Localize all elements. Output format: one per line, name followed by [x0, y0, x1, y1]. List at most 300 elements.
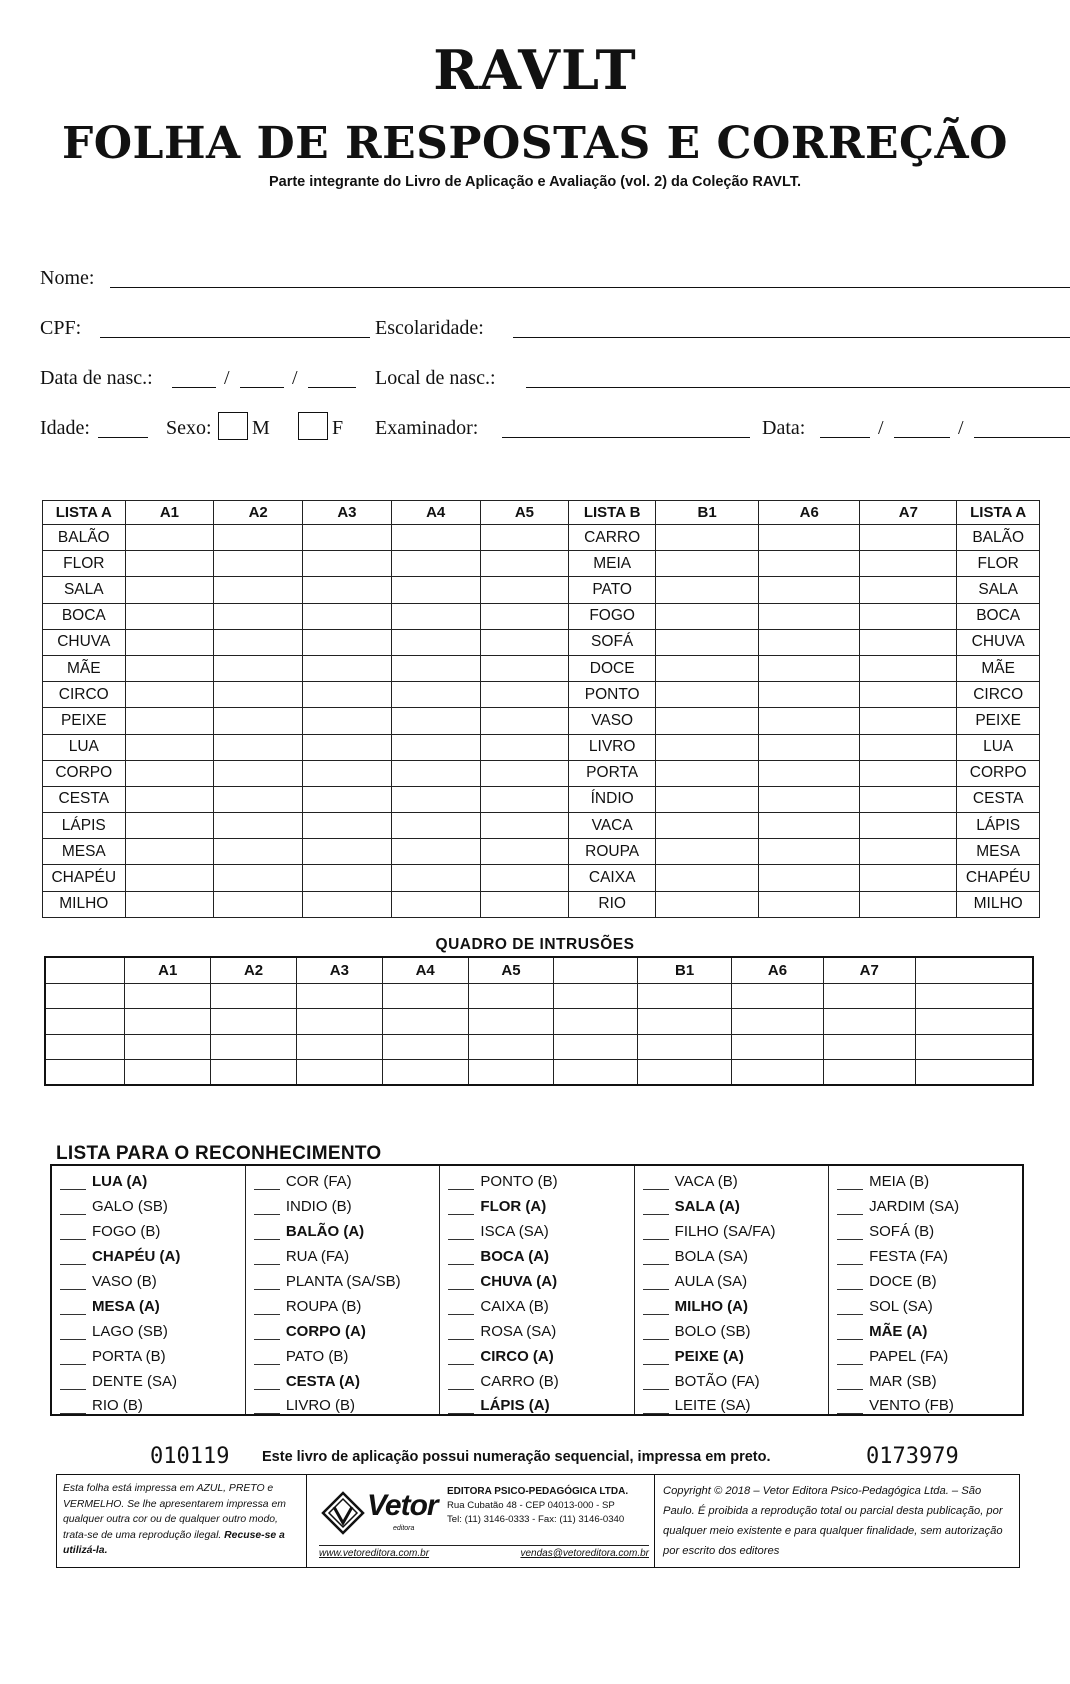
response-cell[interactable]	[480, 760, 569, 786]
lista-a-word: FLOR	[43, 551, 126, 577]
response-cell[interactable]	[391, 603, 480, 629]
intrusion-cell[interactable]	[382, 1009, 468, 1035]
response-cell[interactable]	[480, 655, 569, 681]
response-cell[interactable]	[480, 891, 569, 917]
recognition-item	[440, 1390, 634, 1415]
recognition-answer-blank[interactable]	[60, 1314, 86, 1315]
response-cell[interactable]	[860, 603, 957, 629]
recognition-answer-blank[interactable]	[643, 1189, 669, 1190]
intrusion-cell[interactable]	[732, 983, 824, 1009]
response-cell[interactable]	[759, 655, 860, 681]
intrusion-cell[interactable]	[554, 1060, 638, 1086]
recognition-item	[51, 1315, 245, 1340]
intrusion-cell[interactable]	[823, 1009, 915, 1035]
response-cell[interactable]	[125, 577, 214, 603]
recognition-word: MILHO (A)	[674, 1298, 748, 1315]
intrusion-cell[interactable]	[45, 1060, 125, 1086]
response-cell[interactable]	[303, 655, 392, 681]
recognition-answer-blank[interactable]	[643, 1314, 669, 1315]
intrusion-cell[interactable]	[823, 1060, 915, 1086]
recognition-answer-blank[interactable]	[643, 1239, 669, 1240]
recognition-answer-blank[interactable]	[837, 1413, 863, 1414]
recognition-answer-blank[interactable]	[837, 1214, 863, 1215]
recognition-answer-blank[interactable]	[254, 1189, 280, 1190]
lista-a-word: CORPO	[43, 760, 126, 786]
response-cell[interactable]	[759, 708, 860, 734]
recall-row	[43, 551, 1040, 577]
response-cell[interactable]	[656, 629, 759, 655]
response-cell[interactable]	[303, 682, 392, 708]
response-cell[interactable]	[303, 603, 392, 629]
recognition-word: RUA (FA)	[285, 1248, 350, 1265]
response-cell[interactable]	[214, 551, 303, 577]
intrusion-cell[interactable]	[468, 983, 554, 1009]
response-cell[interactable]	[214, 525, 303, 551]
recognition-item	[634, 1315, 828, 1340]
recognition-row	[51, 1315, 1023, 1340]
response-cell[interactable]	[125, 786, 214, 812]
recognition-item	[51, 1165, 245, 1190]
response-cell[interactable]	[759, 865, 860, 891]
recognition-word: ISCA (SA)	[480, 1223, 549, 1240]
intrusion-cell[interactable]	[638, 1060, 732, 1086]
response-cell[interactable]	[391, 655, 480, 681]
recognition-row	[51, 1290, 1023, 1315]
date-separator: /	[224, 367, 230, 389]
response-cell[interactable]	[480, 682, 569, 708]
email-link[interactable]: vendas@vetoreditora.com.br	[520, 1548, 649, 1559]
intrusion-cell[interactable]	[296, 1034, 382, 1060]
response-cell[interactable]	[303, 551, 392, 577]
intrusion-cell[interactable]	[296, 1060, 382, 1086]
recognition-table	[50, 1164, 1024, 1416]
recognition-item	[51, 1290, 245, 1315]
response-cell[interactable]	[656, 525, 759, 551]
recognition-answer-blank[interactable]	[448, 1239, 474, 1240]
recognition-answer-blank[interactable]	[837, 1389, 863, 1390]
recognition-item	[634, 1390, 828, 1415]
response-cell[interactable]	[480, 577, 569, 603]
intrusion-cell[interactable]	[211, 1009, 297, 1035]
recall-row	[43, 708, 1040, 734]
intrusion-cell[interactable]	[468, 1034, 554, 1060]
response-cell[interactable]	[860, 734, 957, 760]
response-cell[interactable]	[480, 551, 569, 577]
sexo-f-label: F	[332, 417, 344, 439]
response-cell[interactable]	[125, 839, 214, 865]
recognition-word: BOLA (SA)	[674, 1248, 749, 1265]
intrusions-header-cell	[45, 957, 125, 983]
intrusion-cell[interactable]	[125, 983, 211, 1009]
recognition-answer-blank[interactable]	[643, 1214, 669, 1215]
recognition-answer-blank[interactable]	[60, 1214, 86, 1215]
intrusions-row	[45, 1009, 1033, 1035]
recognition-answer-blank[interactable]	[254, 1364, 280, 1365]
recognition-answer-blank[interactable]	[643, 1364, 669, 1365]
response-cell[interactable]	[480, 629, 569, 655]
response-cell[interactable]	[391, 551, 480, 577]
response-cell[interactable]	[125, 655, 214, 681]
response-cell[interactable]	[759, 734, 860, 760]
recognition-row	[51, 1190, 1023, 1215]
recognition-answer-blank[interactable]	[837, 1289, 863, 1290]
data-nasc-day-field[interactable]	[172, 387, 216, 388]
form-row-nome	[40, 262, 1040, 292]
recognition-item	[634, 1340, 828, 1365]
response-cell[interactable]	[759, 813, 860, 839]
local-nasc-field[interactable]	[526, 387, 1070, 388]
response-cell[interactable]	[214, 734, 303, 760]
recognition-answer-blank[interactable]	[643, 1413, 669, 1414]
response-cell[interactable]	[303, 577, 392, 603]
response-cell[interactable]	[303, 629, 392, 655]
response-cell[interactable]	[391, 891, 480, 917]
response-cell[interactable]	[656, 839, 759, 865]
response-cell[interactable]	[125, 551, 214, 577]
response-cell[interactable]	[125, 629, 214, 655]
recognition-answer-blank[interactable]	[60, 1339, 86, 1340]
recognition-item	[51, 1390, 245, 1415]
intrusion-cell[interactable]	[638, 983, 732, 1009]
intrusion-cell[interactable]	[45, 1009, 125, 1035]
response-cell[interactable]	[480, 813, 569, 839]
recognition-answer-blank[interactable]	[837, 1314, 863, 1315]
sequential-note: Este livro de aplicação possui numeração sequencial, impressa em preto.	[262, 1449, 771, 1465]
intrusion-cell[interactable]	[638, 1009, 732, 1035]
response-cell[interactable]	[391, 813, 480, 839]
intrusion-cell[interactable]	[45, 983, 125, 1009]
recognition-item	[440, 1165, 634, 1190]
response-cell[interactable]	[303, 813, 392, 839]
recognition-item	[440, 1215, 634, 1240]
response-cell[interactable]	[759, 760, 860, 786]
recognition-answer-blank[interactable]	[643, 1339, 669, 1340]
response-cell[interactable]	[656, 577, 759, 603]
response-cell[interactable]	[391, 865, 480, 891]
recognition-answer-blank[interactable]	[60, 1189, 86, 1190]
recognition-answer-blank[interactable]	[448, 1264, 474, 1265]
intrusion-cell[interactable]	[468, 1009, 554, 1035]
recognition-word: CESTA (A)	[285, 1373, 360, 1390]
response-cell[interactable]	[759, 629, 860, 655]
response-cell[interactable]	[860, 891, 957, 917]
intrusion-cell[interactable]	[915, 1034, 1033, 1060]
response-cell[interactable]	[860, 865, 957, 891]
lista-a-word: LÁPIS	[957, 813, 1040, 839]
recognition-answer-blank[interactable]	[60, 1364, 86, 1365]
response-cell[interactable]	[480, 734, 569, 760]
response-cell[interactable]	[391, 525, 480, 551]
recognition-answer-blank[interactable]	[254, 1339, 280, 1340]
recognition-answer-blank[interactable]	[448, 1189, 474, 1190]
response-cell[interactable]	[759, 577, 860, 603]
recognition-word: LIVRO (B)	[285, 1397, 356, 1414]
response-cell[interactable]	[125, 603, 214, 629]
response-cell[interactable]	[480, 525, 569, 551]
response-cell[interactable]	[759, 525, 860, 551]
sexo-f-checkbox[interactable]	[298, 412, 328, 440]
response-cell[interactable]	[214, 655, 303, 681]
response-cell[interactable]	[391, 760, 480, 786]
response-cell[interactable]	[480, 839, 569, 865]
escolaridade-field[interactable]	[513, 337, 1070, 338]
lista-b-word: RIO	[569, 891, 656, 917]
response-cell[interactable]	[391, 629, 480, 655]
response-cell[interactable]	[860, 708, 957, 734]
response-cell[interactable]	[214, 891, 303, 917]
recall-row	[43, 734, 1040, 760]
response-cell[interactable]	[214, 813, 303, 839]
intrusion-cell[interactable]	[554, 1009, 638, 1035]
intrusion-cell[interactable]	[125, 1009, 211, 1035]
recognition-answer-blank[interactable]	[448, 1413, 474, 1414]
recognition-item	[829, 1290, 1023, 1315]
recognition-answer-blank[interactable]	[254, 1389, 280, 1390]
intrusion-cell[interactable]	[823, 1034, 915, 1060]
response-cell[interactable]	[759, 891, 860, 917]
recognition-answer-blank[interactable]	[643, 1264, 669, 1265]
response-cell[interactable]	[759, 839, 860, 865]
lista-a-word: BALÃO	[43, 525, 126, 551]
intrusion-cell[interactable]	[468, 1060, 554, 1086]
response-cell[interactable]	[480, 786, 569, 812]
recognition-answer-blank[interactable]	[60, 1239, 86, 1240]
response-cell[interactable]	[303, 734, 392, 760]
recall-row	[43, 891, 1040, 917]
response-cell[interactable]	[860, 577, 957, 603]
recognition-word: JARDIM (SA)	[869, 1198, 960, 1215]
response-cell[interactable]	[303, 708, 392, 734]
data-nasc-month-field[interactable]	[240, 387, 284, 388]
data-year-field[interactable]	[974, 437, 1070, 438]
response-cell[interactable]	[303, 525, 392, 551]
response-cell[interactable]	[214, 629, 303, 655]
recognition-answer-blank[interactable]	[448, 1339, 474, 1340]
recognition-answer-blank[interactable]	[837, 1364, 863, 1365]
intrusion-cell[interactable]	[638, 1034, 732, 1060]
recognition-word: LEITE (SA)	[674, 1397, 751, 1414]
response-cell[interactable]	[860, 551, 957, 577]
recognition-answer-blank[interactable]	[448, 1289, 474, 1290]
idade-field[interactable]	[98, 437, 148, 438]
response-cell[interactable]	[656, 655, 759, 681]
response-cell[interactable]	[860, 786, 957, 812]
recognition-answer-blank[interactable]	[254, 1264, 280, 1265]
recognition-answer-blank[interactable]	[837, 1189, 863, 1190]
response-cell[interactable]	[656, 813, 759, 839]
intrusions-header-cell: A7	[823, 957, 915, 983]
intrusion-cell[interactable]	[915, 983, 1033, 1009]
response-cell[interactable]	[125, 708, 214, 734]
response-cell[interactable]	[125, 813, 214, 839]
date-separator: /	[292, 367, 298, 389]
recognition-answer-blank[interactable]	[254, 1413, 280, 1414]
intrusion-cell[interactable]	[382, 983, 468, 1009]
response-cell[interactable]	[303, 760, 392, 786]
cpf-field[interactable]	[100, 337, 370, 338]
recognition-answer-blank[interactable]	[837, 1239, 863, 1240]
response-cell[interactable]	[480, 708, 569, 734]
recognition-word: CIRCO (A)	[480, 1348, 554, 1365]
lista-a-word: MÃE	[957, 655, 1040, 681]
response-cell[interactable]	[125, 682, 214, 708]
response-cell[interactable]	[391, 786, 480, 812]
response-cell[interactable]	[391, 682, 480, 708]
response-cell[interactable]	[214, 577, 303, 603]
response-cell[interactable]	[480, 865, 569, 891]
response-cell[interactable]	[656, 786, 759, 812]
recognition-item	[634, 1290, 828, 1315]
response-cell[interactable]	[656, 682, 759, 708]
response-cell[interactable]	[214, 839, 303, 865]
response-cell[interactable]	[214, 682, 303, 708]
recognition-answer-blank[interactable]	[448, 1214, 474, 1215]
response-cell[interactable]	[303, 839, 392, 865]
recognition-answer-blank[interactable]	[60, 1289, 86, 1290]
recognition-word: MEIA (B)	[869, 1173, 930, 1190]
response-cell[interactable]	[860, 655, 957, 681]
recognition-answer-blank[interactable]	[60, 1264, 86, 1265]
response-cell[interactable]	[214, 708, 303, 734]
lista-a-word: MESA	[957, 839, 1040, 865]
response-cell[interactable]	[656, 603, 759, 629]
response-cell[interactable]	[303, 865, 392, 891]
intrusion-cell[interactable]	[296, 983, 382, 1009]
response-cell[interactable]	[759, 682, 860, 708]
response-cell[interactable]	[759, 551, 860, 577]
recognition-answer-blank[interactable]	[643, 1289, 669, 1290]
intrusion-cell[interactable]	[382, 1060, 468, 1086]
warning-text: Esta folha está impressa em AZUL, PRETO e VERMELHO. Se lhe apresentarem impressa em qualquer outra cor ou de qualquer outro modo, trata-se de uma reprodução ilegal.	[63, 1483, 286, 1541]
examinador-field[interactable]	[502, 437, 750, 438]
response-cell[interactable]	[860, 839, 957, 865]
recognition-answer-blank[interactable]	[837, 1264, 863, 1265]
response-cell[interactable]	[214, 603, 303, 629]
intrusion-cell[interactable]	[732, 1060, 824, 1086]
sexo-m-checkbox[interactable]	[218, 412, 248, 440]
data-day-field[interactable]	[820, 437, 870, 438]
intrusion-cell[interactable]	[915, 1009, 1033, 1035]
intrusion-cell[interactable]	[823, 983, 915, 1009]
response-cell[interactable]	[125, 734, 214, 760]
intrusion-cell[interactable]	[554, 1034, 638, 1060]
recognition-word: ROSA (SA)	[480, 1323, 557, 1340]
response-cell[interactable]	[214, 865, 303, 891]
recognition-answer-blank[interactable]	[254, 1314, 280, 1315]
recognition-word: FESTA (FA)	[869, 1248, 949, 1265]
response-cell[interactable]	[480, 603, 569, 629]
footer-copyright: Copyright © 2018 – Vetor Editora Psico-Pedagógica Ltda. – São Paulo. É proibida a reprodução total ou parcial desta publicação, por qualquer meio existente e para qualquer finalidade, sem autorização por escrito dos editores	[663, 1485, 1003, 1557]
recognition-answer-blank[interactable]	[254, 1214, 280, 1215]
recognition-answer-blank[interactable]	[448, 1314, 474, 1315]
response-cell[interactable]	[391, 708, 480, 734]
response-cell[interactable]	[391, 734, 480, 760]
recognition-word: PONTO (B)	[480, 1173, 558, 1190]
recognition-item	[245, 1215, 440, 1240]
recognition-item	[245, 1165, 440, 1190]
response-cell[interactable]	[303, 786, 392, 812]
serial-number-left: 010119	[150, 1444, 230, 1469]
intrusion-cell[interactable]	[554, 983, 638, 1009]
response-cell[interactable]	[125, 891, 214, 917]
recognition-item	[245, 1340, 440, 1365]
recognition-answer-blank[interactable]	[643, 1389, 669, 1390]
recognition-answer-blank[interactable]	[60, 1413, 86, 1414]
recognition-item	[440, 1190, 634, 1215]
recall-row	[43, 839, 1040, 865]
intrusion-cell[interactable]	[732, 1009, 824, 1035]
intrusion-cell[interactable]	[211, 1034, 297, 1060]
response-cell[interactable]	[214, 760, 303, 786]
footer-publisher	[307, 1475, 655, 1567]
recognition-word: LÁPIS (A)	[480, 1397, 550, 1414]
intrusion-cell[interactable]	[211, 1060, 297, 1086]
intrusions-header-cell: A1	[125, 957, 211, 983]
response-cell[interactable]	[125, 865, 214, 891]
recognition-answer-blank[interactable]	[254, 1289, 280, 1290]
response-cell[interactable]	[391, 839, 480, 865]
intrusion-cell[interactable]	[296, 1009, 382, 1035]
intrusions-row	[45, 1060, 1033, 1086]
response-cell[interactable]	[656, 734, 759, 760]
response-cell[interactable]	[391, 577, 480, 603]
response-cell[interactable]	[860, 525, 957, 551]
response-cell[interactable]	[759, 603, 860, 629]
response-cell[interactable]	[860, 813, 957, 839]
response-cell[interactable]	[860, 760, 957, 786]
response-cell[interactable]	[125, 525, 214, 551]
response-cell[interactable]	[214, 786, 303, 812]
intrusion-cell[interactable]	[732, 1034, 824, 1060]
intrusion-cell[interactable]	[125, 1034, 211, 1060]
site-link[interactable]: www.vetoreditora.com.br	[319, 1548, 430, 1559]
intrusions-table	[44, 956, 1034, 1086]
response-cell[interactable]	[860, 629, 957, 655]
recognition-answer-blank[interactable]	[448, 1389, 474, 1390]
response-cell[interactable]	[656, 891, 759, 917]
recall-row	[43, 760, 1040, 786]
sexo-m-label: M	[252, 417, 270, 439]
data-month-field[interactable]	[894, 437, 950, 438]
lista-a-word: LUA	[957, 734, 1040, 760]
lista-b-word: DOCE	[569, 655, 656, 681]
data-nasc-year-field[interactable]	[308, 387, 356, 388]
intrusions-header-cell: A3	[296, 957, 382, 983]
intrusion-cell[interactable]	[382, 1034, 468, 1060]
intrusion-cell[interactable]	[125, 1060, 211, 1086]
response-cell[interactable]	[656, 708, 759, 734]
lista-a-word: MILHO	[957, 891, 1040, 917]
recognition-answer-blank[interactable]	[254, 1239, 280, 1240]
nome-field[interactable]	[110, 287, 1070, 288]
response-cell[interactable]	[303, 891, 392, 917]
response-cell[interactable]	[656, 760, 759, 786]
response-cell[interactable]	[656, 551, 759, 577]
response-cell[interactable]	[656, 865, 759, 891]
lista-a-word: FLOR	[957, 551, 1040, 577]
intrusion-cell[interactable]	[45, 1034, 125, 1060]
response-cell[interactable]	[759, 786, 860, 812]
data-label: Data:	[762, 417, 806, 439]
recognition-answer-blank[interactable]	[837, 1339, 863, 1340]
intrusion-cell[interactable]	[211, 983, 297, 1009]
recognition-answer-blank[interactable]	[60, 1389, 86, 1390]
intrusion-cell[interactable]	[915, 1060, 1033, 1086]
lista-a-word: SALA	[43, 577, 126, 603]
response-cell[interactable]	[860, 682, 957, 708]
recognition-answer-blank[interactable]	[448, 1364, 474, 1365]
response-cell[interactable]	[125, 760, 214, 786]
